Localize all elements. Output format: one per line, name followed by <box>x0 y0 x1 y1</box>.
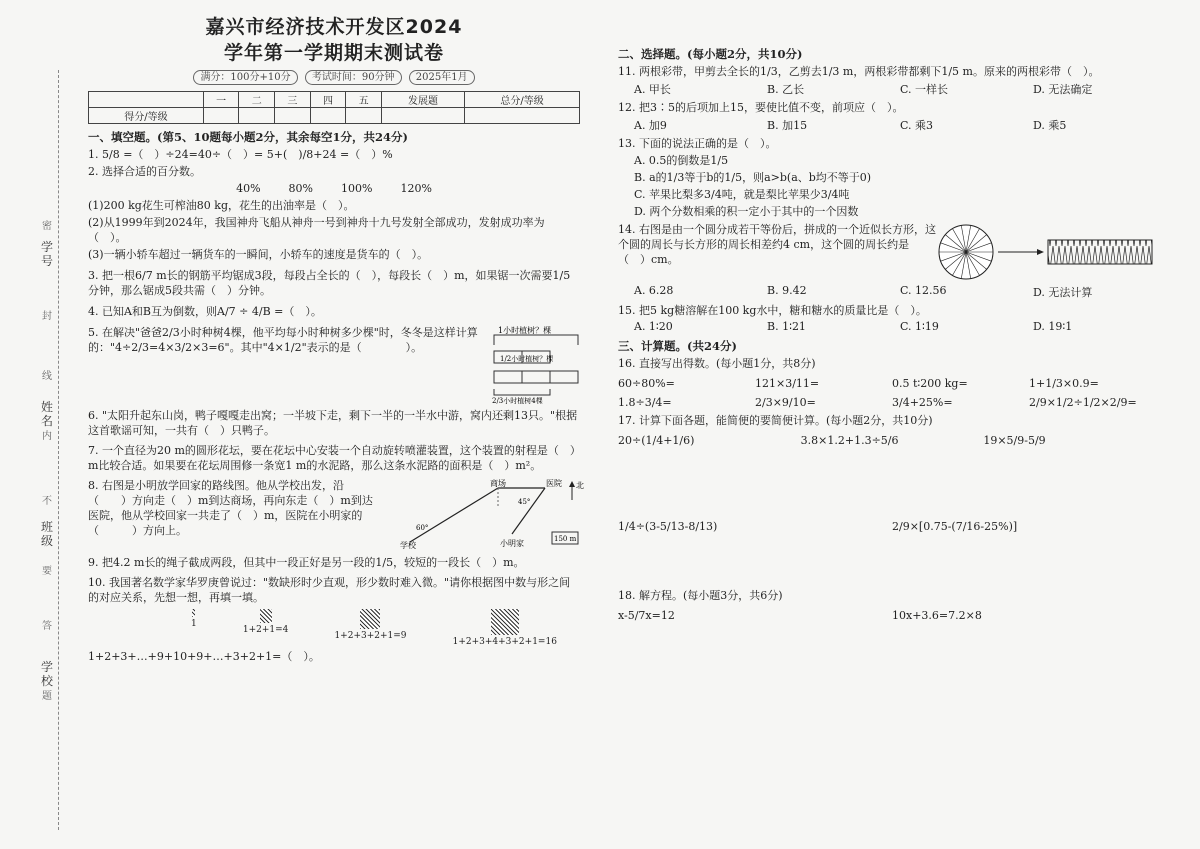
calc-item: 19×5/9-5/9 <box>983 434 1046 447</box>
option[interactable]: A. 加9 <box>634 119 667 132</box>
option[interactable]: B. 加15 <box>767 119 808 132</box>
calc-item: 3.8×1.2+1.3÷5/6 <box>800 434 899 447</box>
question-2-3: (3)一辆小轿车超过一辆货车的一瞬间，小轿车的速度是货车的（ ）。 <box>88 248 429 261</box>
left-column <box>88 14 584 664</box>
map-home: 小明家 <box>500 539 524 548</box>
fig-label-half: 1/2小时植树？棵 <box>500 355 554 363</box>
oral-calc-item: 2/3×9/10= <box>755 396 816 409</box>
sectored-circle <box>939 225 993 279</box>
pattern-1 <box>191 609 197 647</box>
oral-calc-item: 1+1/3×0.9= <box>1029 377 1099 390</box>
score-table <box>88 91 580 124</box>
score-table-row <box>89 108 580 124</box>
score-table-header <box>89 92 580 108</box>
question-14-block <box>618 222 1166 282</box>
score-row-label: 得分/等级 <box>89 108 204 124</box>
calc-item: 2/9×[0.75-(7/16-25%)] <box>892 520 1018 533</box>
question-14-figure <box>936 222 1166 282</box>
binding-label-student-id: 学号 <box>40 240 53 268</box>
percent-option: 100% <box>341 182 373 195</box>
question-16-row-1 <box>618 377 1166 390</box>
question-16: 16. 直接写出得数。(每小题1分，共8分) <box>618 357 816 370</box>
binding-margin <box>36 70 76 830</box>
option[interactable]: D. 无法确定 <box>1033 83 1093 96</box>
binding-label-question: 题 <box>42 691 52 702</box>
binding-label-seal: 封 <box>42 311 52 322</box>
pattern-3-label: 1+2+3+2+1=9 <box>334 631 407 641</box>
exam-date: 2025年1月 <box>409 70 475 85</box>
equation-item: 10x+3.6=7.2×8 <box>892 609 982 622</box>
score-header-cell: 四 <box>310 92 346 108</box>
score-header-cell: 二 <box>239 92 275 108</box>
map-school: 学校 <box>400 541 416 550</box>
question-15: 15. 把5 kg糖溶解在100 kg水中，糖和糖水的质量比是（ ）。 <box>618 304 927 317</box>
question-2-1: (1)200 kg花生可榨油80 kg，花生的出油率是（ ）。 <box>88 199 355 212</box>
section-1-heading: 一、填空题。(第5、10题每小题2分，其余每空1分，共24分) <box>88 130 408 144</box>
score-cell[interactable] <box>203 108 239 124</box>
binding-label-name: 姓名 <box>40 400 53 428</box>
pattern-4 <box>453 609 557 647</box>
option[interactable]: B. 9.42 <box>767 284 807 297</box>
question-1: 1. 5/8 =（ ）÷24=40÷（ ）= 5+( )/8+24 =（ ）% <box>88 148 393 161</box>
map-hospital: 医院 <box>546 479 562 488</box>
option[interactable]: C. 乘3 <box>900 119 934 132</box>
option[interactable]: D. 19∶1 <box>1033 320 1073 333</box>
full-score: 满分：100分+10分 <box>193 70 297 85</box>
approx-rectangle <box>1048 240 1152 264</box>
oral-calc-item: 60÷80%= <box>618 377 675 390</box>
exam-title-line2: 学年第一学期期末测试卷 <box>223 42 444 64</box>
section-2-heading: 二、选择题。(每小题2分，共10分) <box>618 47 803 61</box>
question-2-2: (2)从1999年到2024年，我国神舟飞船从神舟一号到神舟十九号发射全部成功，发射成功率为（ ）。 <box>88 216 545 244</box>
question-2: 2. 选择合适的百分数。 <box>88 165 201 178</box>
option[interactable]: B. 1∶21 <box>767 320 806 333</box>
question-18: 18. 解方程。(每小题3分，共6分) <box>618 589 783 602</box>
oral-calc-item: 121×3/11= <box>755 377 820 390</box>
question-10-answer: 1+2+3+…+9+10+9+…+3+2+1=（ ）。 <box>88 650 320 663</box>
question-5: 5. 在解决"爸爸2/3小时种树4棵，他平均每小时种树多少棵"时，冬冬是这样计算的："4÷2/3=4×3/2×3=6"。其中"4×1/2"表示的是（ ）。 <box>88 326 478 354</box>
map-mall: 商场 <box>490 479 506 488</box>
pattern-2-label: 1+2+1=4 <box>242 625 289 635</box>
question-17-row-1 <box>618 434 1166 514</box>
binding-label-answer: 答 <box>42 621 52 632</box>
score-cell[interactable] <box>465 108 580 124</box>
score-cell[interactable] <box>381 108 464 124</box>
question-8-map <box>380 478 584 550</box>
oral-calc-item: 2/9×1/2÷1/2×2/9= <box>1029 396 1137 409</box>
oral-calc-item: 0.5 t∶200 kg= <box>892 377 968 390</box>
pattern-4-label: 1+2+3+4+3+2+1=16 <box>452 637 557 647</box>
oral-calc-item: 3/4+25%= <box>892 396 953 409</box>
question-7: 7. 一个直径为20 m的圆形花坛，要在花坛中心安装一个自动旋转喷灌装置，这个装置的射程是（ ）m比较合适。如果要在花坛周围修一条宽1 m的水泥路，那么这条水泥路的面积是（ ）m²。 <box>88 444 576 472</box>
option[interactable]: B. 乙长 <box>767 83 805 96</box>
score-header-cell: 一 <box>203 92 239 108</box>
pattern-1-graphic <box>192 609 195 617</box>
question-13: 13. 下面的说法正确的是（ ）。 <box>618 137 777 150</box>
binding-label-must: 要 <box>42 566 52 577</box>
score-header-cell: 三 <box>275 92 311 108</box>
option[interactable]: C. 一样长 <box>900 83 949 96</box>
oral-calc-item: 1.8÷3/4= <box>618 396 672 409</box>
binding-label-not: 不 <box>42 496 52 507</box>
question-13-option-c[interactable]: C. 苹果比梨多3/4吨，就是梨比苹果少3/4吨 <box>634 188 850 201</box>
pattern-1-label: 1 <box>191 619 197 629</box>
score-header-cell: 总分/等级 <box>465 92 580 108</box>
section-3-heading: 三、计算题。(共24分) <box>618 339 737 353</box>
option[interactable]: A. 6.28 <box>634 284 674 297</box>
calc-item: 1/4÷(3-5/13-8/13) <box>618 520 718 533</box>
question-10: 10. 我国著名数学家华罗庚曾说过："数缺形时少直观，形少数时难入微。"请你根据图中数与形之间的对应关系，先想一想，再填一填。 <box>88 576 571 604</box>
question-13-option-b[interactable]: B. a的1/3等于b的1/5，则a>b(a、b均不等于0) <box>634 171 872 184</box>
pattern-3 <box>334 609 406 647</box>
question-6: 6. "太阳升起东山岗，鸭子嘎嘎走出窝；一半坡下走，剩下一半的一半水中游，窝内还剩13只。"根据这首歌谣可知，一共有（ ）只鸭子。 <box>88 409 578 437</box>
pattern-2-graphic <box>260 609 272 623</box>
option[interactable]: A. 甲长 <box>634 83 671 96</box>
fig-label-1h: 1小时植树？棵 <box>498 326 552 335</box>
binding-label-inside: 内 <box>42 431 52 442</box>
question-14: 14. 右图是由一个圆分成若干等份后，拼成的一个近似长方形，这个圆的周长与长方形的周长相差约4 cm，这个圆的周长约是（ ）cm。 <box>618 223 936 266</box>
score-header-cell <box>89 92 204 108</box>
exam-info <box>88 68 580 83</box>
question-15-options <box>634 320 1166 333</box>
question-11-options <box>634 81 1166 97</box>
option[interactable]: D. 无法计算 <box>1033 286 1093 299</box>
map-scale: 150 m <box>554 535 577 543</box>
pattern-4-graphic <box>491 609 519 635</box>
question-18-row <box>618 609 1166 622</box>
right-column <box>618 46 1166 626</box>
question-14-options <box>634 284 1166 300</box>
map-angle-60: 60° <box>416 524 429 532</box>
question-4: 4. 已知A和B互为倒数，则A/7 ÷ 4/B =（ ）。 <box>88 305 322 318</box>
question-3: 3. 把一根6/7 m长的钢筋平均锯成3段，每段占全长的（ ），每段长（ ）m，如果锯一次需要1/5分钟，那么锯成5段共需（ ）分钟。 <box>88 269 571 297</box>
percent-option: 120% <box>400 182 432 195</box>
option[interactable]: C. 1∶19 <box>900 320 939 333</box>
question-8: 8. 右图是小明放学回家的路线图。他从学校出发，沿（ ）方向走（ ）m到达商场，再向东走（ ）m到达医院，他从学校回家一共走了（ ）m，医院在小明家的（ ）方向上。 <box>88 479 373 537</box>
binding-label-line: 线 <box>42 371 52 382</box>
percent-option: 40% <box>236 182 261 195</box>
exam-title-line1: 嘉兴市经济技术开发区2024 <box>205 16 463 38</box>
map-north: 北 <box>576 481 584 490</box>
question-17-row-2 <box>618 520 1166 584</box>
pattern-2 <box>243 609 289 647</box>
pattern-3-graphic <box>360 609 380 629</box>
calc-item: 20÷(1/4+1/6) <box>618 434 695 447</box>
binding-label-class: 班级 <box>40 520 53 548</box>
question-13-option-d[interactable]: D. 两个分数相乘的积一定小于其中的一个因数 <box>634 205 859 218</box>
fig-label-two-thirds: 2/3小时植树4棵 <box>492 397 543 405</box>
question-11: 11. 两根彩带，甲剪去全长的1/3，乙剪去1/3 m，两根彩带都剩下1/5 m。原来的两根彩带（ ）。 <box>618 65 1100 78</box>
question-5-block <box>88 325 580 403</box>
score-cell[interactable] <box>239 108 275 124</box>
option[interactable]: D. 乘5 <box>1033 119 1067 132</box>
percent-option: 80% <box>288 182 313 195</box>
question-5-figure <box>488 325 580 403</box>
score-cell[interactable] <box>310 108 346 124</box>
question-10-patterns <box>168 609 580 647</box>
question-9: 9. 把4.2 m长的绳子截成两段，但其中一段正好是另一段的1/5，较短的一段长（ ）m。 <box>88 556 525 569</box>
binding-dashed-line <box>58 70 59 830</box>
arrow-head <box>1037 249 1044 255</box>
question-12: 12. 把3∶5的后项加上15，要使比值不变，前项应（ ）。 <box>618 101 904 114</box>
map-angle-45: 45° <box>518 498 531 506</box>
score-cell[interactable] <box>346 108 382 124</box>
option[interactable]: A. 1∶20 <box>634 320 673 333</box>
binding-label-school: 学校 <box>40 660 53 688</box>
equation-item: x-5/7x=12 <box>618 609 675 622</box>
score-header-cell: 五 <box>346 92 382 108</box>
percent-options <box>88 182 580 195</box>
exam-time: 考试时间：90分钟 <box>305 70 402 85</box>
option[interactable]: C. 12.56 <box>900 284 947 297</box>
binding-sub-seal: 密 <box>42 221 52 232</box>
score-cell[interactable] <box>275 108 311 124</box>
question-17: 17. 计算下面各题，能简便的要简便计算。(每小题2分，共10分) <box>618 414 933 427</box>
score-header-cell: 发展题 <box>381 92 464 108</box>
question-13-option-a[interactable]: A. 0.5的倒数是1/5 <box>634 154 729 167</box>
question-12-options <box>634 117 1166 133</box>
question-8-block <box>88 478 584 550</box>
question-16-row-2 <box>618 396 1166 409</box>
